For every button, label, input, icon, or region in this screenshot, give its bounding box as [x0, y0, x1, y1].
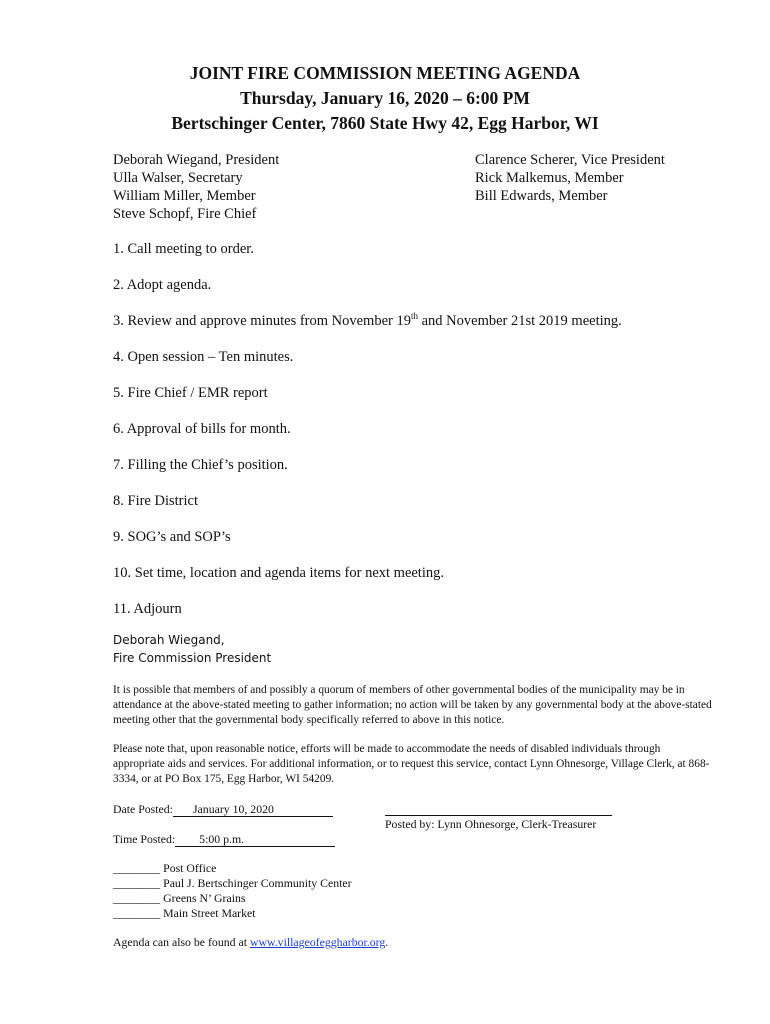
- member-name: Ulla Walser, Secretary: [113, 170, 243, 186]
- agenda-item: 4. Open session – Ten minutes.: [113, 349, 294, 365]
- member-name: Bill Edwards, Member: [475, 188, 608, 204]
- posting-location-item: ________ Paul J. Bertschinger Community Center: [113, 876, 352, 890]
- posting-location-item: ________ Post Office: [113, 861, 217, 875]
- agenda-item: 6. Approval of bills for month.: [113, 421, 291, 437]
- date-posted-value: January 10, 2020: [173, 803, 333, 817]
- member-name: Steve Schopf, Fire Chief: [113, 206, 257, 222]
- posting-locations: [113, 861, 352, 921]
- member-name: William Miller, Member: [113, 188, 256, 204]
- member-name: Clarence Scherer, Vice President: [475, 152, 665, 168]
- agenda-item-text: and November 21st 2019 meeting.: [418, 313, 622, 329]
- meeting-date-time: Thursday, January 16, 2020 – 6:00 PM: [240, 88, 530, 108]
- time-posted-value: 5:00 p.m.: [175, 833, 335, 847]
- document-header: [0, 61, 770, 136]
- quorum-notice: It is possible that members of and possibly a quorum of members of other governmental bodies of the municipality may be in attendance at the above-stated meeting to gather information; no action will be taken by any governmental body at the above-stated meeting other that the governmental body specifically referred to above in this notice.: [113, 684, 712, 726]
- village-website-link[interactable]: www.villageofeggharbor.org: [249, 935, 386, 949]
- agenda-item: 7. Filling the Chief’s position.: [113, 457, 288, 473]
- footer-note: [113, 935, 388, 950]
- posting-location-item: ________ Main Street Market: [113, 906, 256, 920]
- posted-by: Posted by: Lynn Ohnesorge, Clerk-Treasurer: [385, 817, 597, 831]
- agenda-list: [113, 240, 622, 636]
- members-left-column: [113, 151, 279, 223]
- signature-block: [113, 631, 271, 667]
- member-name: Rick Malkemus, Member: [475, 170, 624, 186]
- ordinal-suffix: th: [410, 311, 418, 321]
- agenda-item: 10. Set time, location and agenda items for next meeting.: [113, 565, 444, 581]
- agenda-item: 11. Adjourn: [113, 601, 182, 617]
- agenda-item: 1. Call meeting to order.: [113, 241, 254, 257]
- agenda-item: 8. Fire District: [113, 493, 198, 509]
- date-posted: [113, 802, 333, 817]
- member-name: Deborah Wiegand, President: [113, 152, 280, 168]
- agenda-item: 5. Fire Chief / EMR report: [113, 385, 268, 401]
- posting-location-item: ________ Greens N’ Grains: [113, 891, 246, 905]
- footer-text: Agenda can also be found at: [113, 935, 250, 949]
- clerk-signature-line: [385, 815, 612, 816]
- signature-title: Fire Commission President: [113, 651, 272, 665]
- agenda-item: [113, 312, 622, 348]
- agenda-title: JOINT FIRE COMMISSION MEETING AGENDA: [189, 63, 581, 83]
- meeting-location: Bertschinger Center, 7860 State Hwy 42, Egg Harbor, WI: [171, 113, 599, 133]
- footer-end: .: [385, 935, 389, 949]
- agenda-item-text: 3. Review and approve minutes from November 19: [113, 313, 411, 329]
- time-posted: [113, 832, 335, 847]
- agenda-item: 2. Adopt agenda.: [113, 277, 212, 293]
- signature-name: Deborah Wiegand,: [113, 633, 225, 647]
- disability-notice: Please note that, upon reasonable notice, efforts will be made to accommodate the needs of disabled individuals through appropriate aids and services. For additional information, or to request this service, contact Lynn Ohnesorge, Village Clerk, at 868-3334, or at PO Box 175, Egg Harbor, WI 54209.: [113, 743, 710, 785]
- time-posted-label: Time Posted:: [113, 832, 176, 846]
- members-right-column: [475, 151, 665, 205]
- date-posted-label: Date Posted:: [113, 802, 173, 816]
- agenda-item: 9. SOG’s and SOP’s: [113, 529, 231, 545]
